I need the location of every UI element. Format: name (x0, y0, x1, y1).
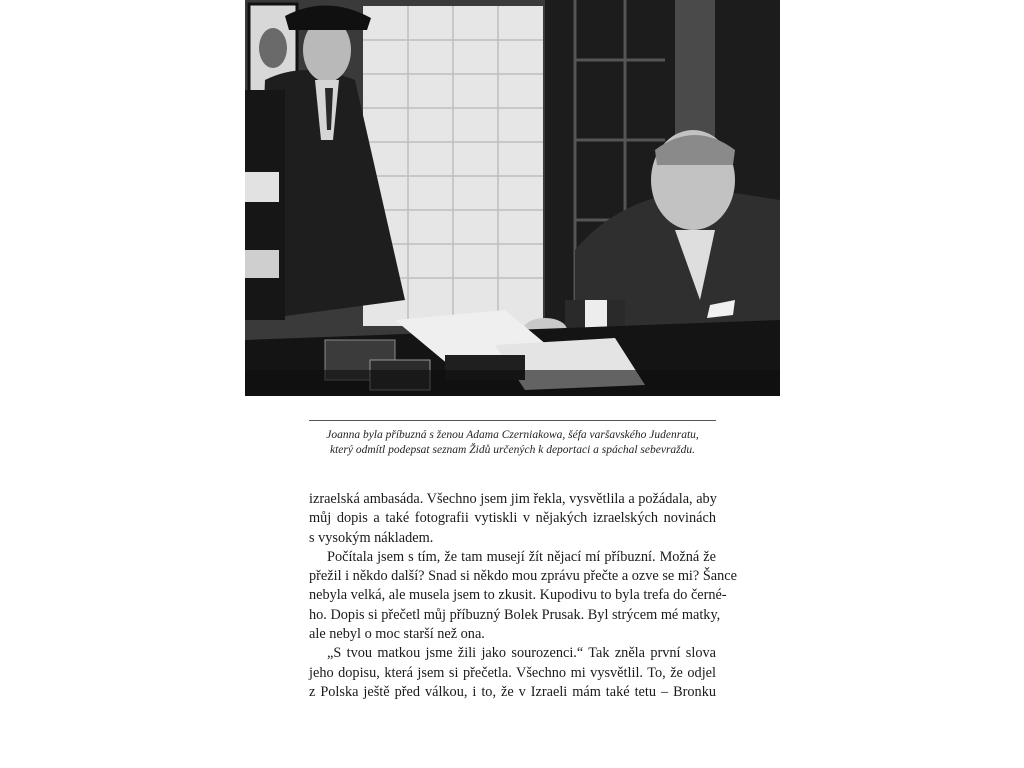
body-line: ho. Dopis si přečetl můj příbuzný Bolek Prusak. Byl strýcem mé matky, (309, 606, 721, 623)
caption-line: Joanna byla příbuzná s ženou Adama Czerniakowa, šéfa varšavského Judenratu, (326, 429, 699, 441)
caption-divider (309, 420, 716, 421)
body-line: „S tvou matkou jsme žili jako sourozenci.“ Tak zněla první slova (327, 645, 716, 662)
body-line: s vysokým nákladem. (309, 529, 434, 546)
body-line: přežil i někdo další? Snad si někdo mou zprávu přečte a ozve se mi? Šance (309, 568, 737, 585)
body-line: můj dopis a také fotografii vytiskli v nějakých izraelských novinách (309, 510, 716, 527)
body-line: ale nebyl o moc starší než ona. (309, 626, 485, 643)
body-line: jeho dopisu, která jsem si přečetla. Všechno mi vysvětlil. To, že odjel (309, 664, 716, 681)
body-line: z Polska ještě před válkou, i to, že v Izraeli mám také tetu – Bronku (309, 683, 716, 700)
archival-photo (245, 0, 780, 396)
caption-line: který odmítl podepsat seznam Židů určených k deportaci a spáchal sebevraždu. (329, 444, 696, 456)
body-line: nebyla velká, ale musela jsem to zkusit. Kupodivu to byla trefa do černé- (309, 587, 727, 604)
body-text (309, 490, 737, 702)
photo-caption (309, 428, 716, 458)
body-line: izraelská ambasáda. Všechno jsem jim řekla, vysvětlila a požádala, aby (309, 491, 717, 507)
body-line: Počítala jsem s tím, že tam musejí žít nějací mí příbuzní. Možná že (327, 548, 716, 565)
photo-illustration (245, 0, 780, 396)
